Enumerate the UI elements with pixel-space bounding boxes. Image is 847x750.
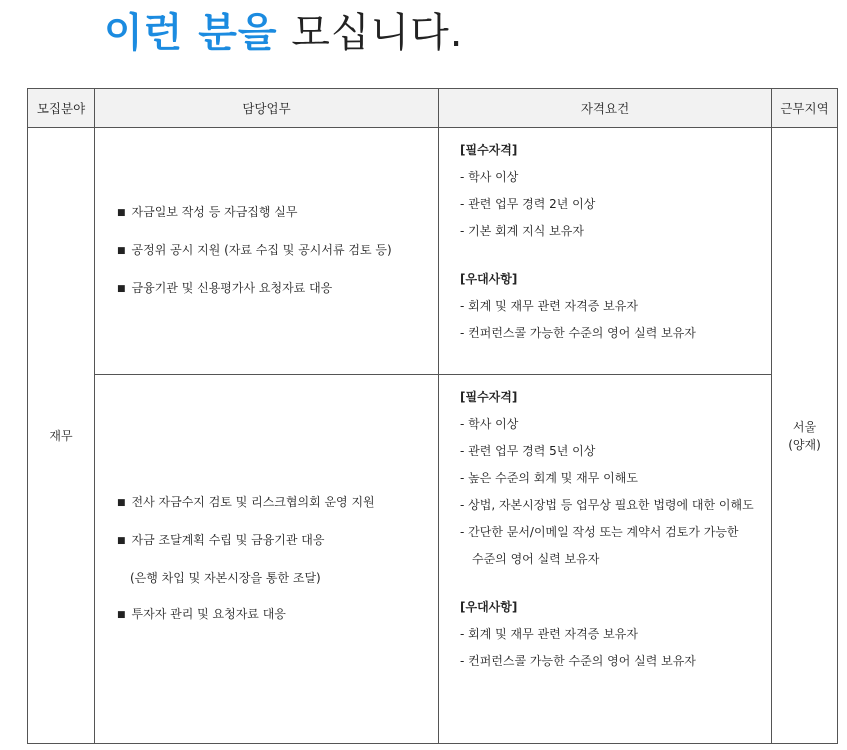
- duties-cell: [95, 128, 439, 375]
- location-line: 서울: [792, 419, 817, 434]
- required-heading: [필수자격]: [460, 390, 518, 404]
- requirement-item: 수준의 영어 실력 보유자: [472, 552, 600, 566]
- table-header-row: [28, 89, 838, 128]
- duty-subitem: (은행 차입 및 자본시장을 통한 조달): [130, 571, 321, 585]
- preferred-item: - 회계 및 재무 관련 자격증 보유자: [460, 299, 638, 313]
- table-row: [28, 128, 838, 375]
- requirements-cell: [439, 375, 772, 744]
- preferred-item: - 컨퍼런스콜 가능한 수준의 영어 실력 보유자: [460, 326, 696, 340]
- duties-cell: [95, 375, 439, 744]
- preferred-heading: [우대사항]: [460, 600, 518, 614]
- duty-item: ■ 금융기관 및 신용평가사 요청자료 대응: [117, 280, 438, 298]
- header-duties: 담당업무: [95, 89, 439, 128]
- preferred-heading: [우대사항]: [460, 272, 518, 286]
- requirement-item: - 관련 업무 경력 2년 이상: [460, 197, 596, 211]
- duty-item: ■ 전사 자금수지 검토 및 리스크협의회 운영 지원: [117, 494, 438, 512]
- requirement-item: - 높은 수준의 회계 및 재무 이해도: [460, 471, 638, 485]
- preferred-item: - 컨퍼런스콜 가능한 수준의 영어 실력 보유자: [460, 654, 696, 668]
- requirement-item: - 상법, 자본시장법 등 업무상 필요한 법령에 대한 이해도: [460, 498, 754, 512]
- header-requirements: 자격요건: [439, 89, 772, 128]
- title-rest: 모십니다.: [291, 10, 464, 56]
- recruitment-table: [27, 88, 838, 744]
- location-line: (양재): [788, 437, 821, 452]
- location-cell: [772, 128, 838, 744]
- requirement-item: - 관련 업무 경력 5년 이상: [460, 444, 596, 458]
- requirement-item: - 간단한 문서/이메일 작성 또는 계약서 검토가 가능한: [460, 525, 739, 539]
- duty-item: ■ 투자자 관리 및 요청자료 대응: [117, 606, 438, 624]
- duty-item: ■ 자금 조달계획 수립 및 금융기관 대응: [117, 532, 438, 550]
- field-cell: 재무: [28, 128, 95, 744]
- requirement-item: - 기본 회계 지식 보유자: [460, 224, 584, 238]
- header-field: 모집분야: [28, 89, 95, 128]
- page-title: [0, 6, 847, 60]
- header-location: 근무지역: [772, 89, 838, 128]
- duty-item: ■ 자금일보 작성 등 자금집행 실무: [117, 204, 438, 222]
- requirement-item: - 학사 이상: [460, 417, 519, 431]
- requirements-cell: [439, 128, 772, 375]
- preferred-item: - 회계 및 재무 관련 자격증 보유자: [460, 627, 638, 641]
- requirement-item: - 학사 이상: [460, 170, 519, 184]
- title-highlight: 이런 분을: [104, 10, 278, 56]
- table-row: [28, 375, 838, 744]
- duty-item: ■ 공정위 공시 지원 (자료 수집 및 공시서류 검토 등): [117, 242, 438, 260]
- required-heading: [필수자격]: [460, 143, 518, 157]
